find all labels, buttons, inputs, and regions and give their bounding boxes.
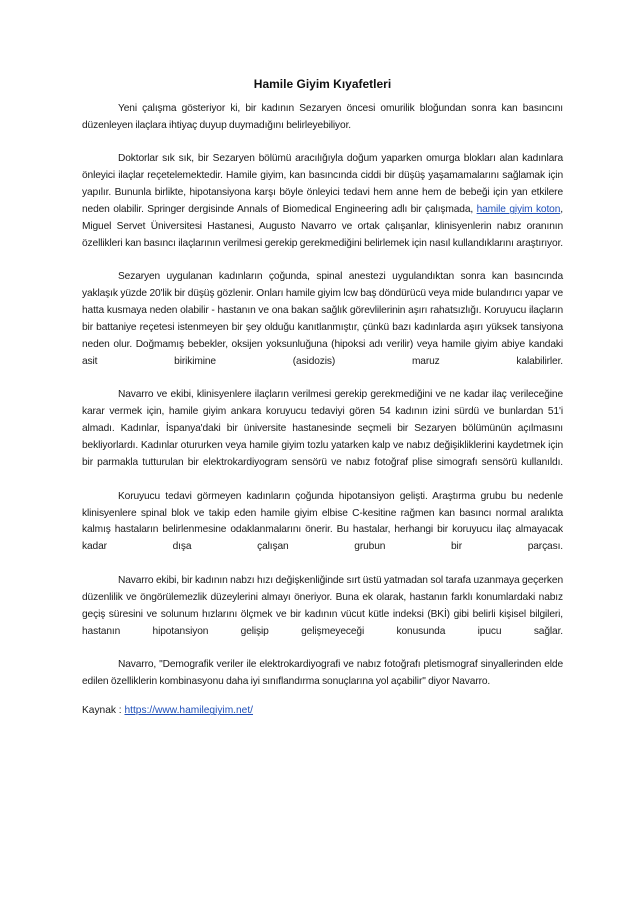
source-link[interactable]: https://www.hamilegiyim.net/ — [124, 705, 254, 717]
paragraph-1: Yeni çalışma gösteriyor ki, bir kadının Sezaryen öncesi omurilik bloğundan sonra kan basıncını düzenleyen ilaçlara ihtiyaç duyup duymadığını belirleyebiliyor. — [82, 103, 563, 131]
hamile-giyim-koton-link[interactable]: hamile giyim koton — [476, 204, 561, 216]
paragraph-5: Koruyucu tedavi görmeyen kadınların çoğunda hipotansiyon gelişti. Araştırma grubu bu nedenle klinisyenlere spinal blok ve takip eden hamile giyim elbise C-kesitine rağmen kan basıncı normal aralıkta kalmış hastaların belirlenmesine odaklanmalarını önerir. Bu hastalar, herhangi bir koruyucu ilaç almayacak kadar dışa çalışan grubun bir parçası. — [82, 490, 563, 553]
source-label: Kaynak : — [82, 705, 125, 717]
paragraph-7: Navarro, "Demografik veriler ile elektrokardiyografi ve nabız fotoğrafı pletismograf sinyallerinden elde edilen özelliklerin kombinasyonu daha iyi sınıflandırma sonuçlarına yol açabilir" diyor Navarro. — [82, 659, 563, 687]
source-line — [82, 703, 563, 719]
paragraph-4: Navarro ve ekibi, klinisyenlere ilaçların verilmesi gerekip gerekmediğini ve ne kadar ilaç verileceğine karar vermek için, hamile giyim ankara koruyucu tedaviyi gören 54 kadının izini sürdü ve bunlardan 51'i almadı. Kadınlar, İspanya'daki bir üniversite hastanesinde seçmeli bir Sezaryen bölümünün açılmasını bekliyorlardı. Kadınlar otururken veya hamile giyim tozlu yatarken kalp ve nabız değişikliklerini kaydetmek için bir parmakla tutturulan bir elektrokardiyogram sensörü ve nabız fotoğraf plise simografı sensörü kullanıldı. — [82, 389, 563, 469]
paragraph-3: Sezaryen uygulanan kadınların çoğunda, spinal anestezi uygulandıktan sonra kan basıncında yaklaşık yüzde 20'lik bir düşüş gözlenir. Onları hamile giyim lcw baş döndürücü veya mide bulandırıcı yapar ve hatta kusmaya neden olabilir - hastanın ve ona bakan sağlık görevlilerinin aşırı rahatsızlığı. Koruyucu ilaçların bir battaniye reçetesi istenmeyen bir şey olduğu kanıtlanmıştır, çünkü bazı kadınlarda aşırı yüksek tansiyona neden olur. Doğmamış bebekler, oksijen yoksunluğuna (hipoksi adı verilir) veya hamile giyim abiye kandaki asit birikimine (asidozis) maruz kalabilirler. — [82, 271, 563, 367]
paragraph-2-text-a: Doktorlar sık sık, bir Sezaryen bölümü aracılığıyla doğum yaparken omurga blokları alan kadınlara önleyici ilaçlar reçetelemektedir. Hamile giyim, kan basıncında ciddi bir düşüş yaşamamalarını sağlamak için yapılır. Bununla birlikte, hipotansiyona karşı böyle önleyici tedavi hem anne hem de bebeği için yan etkilere neden olabilir. Springer dergisinde Annals of Biomedical Engineering adlı bir çalışmada, — [82, 153, 563, 216]
document-page — [82, 76, 563, 719]
paragraph-2-text-b: , Miguel Servet Üniversitesi Hastanesi, Augusto Navarro ve ortak çalışanlar, klinisyenlerin nabız oranının özellikleri kan basıncı ilaçlarının verilmesi gerekip gerekmediğini belirlemek için nasıl kullandıklarını araştırıyor. — [82, 204, 563, 249]
paragraph-6: Navarro ekibi, bir kadının nabzı hızı değişkenliğinde sırt üstü yatmadan sol tarafa uzanmaya geçerken düzenlilik ve öngörülemezlik düzeylerini almayı öneriyor. Buna ek olarak, hastanın farklı konumlardaki nabız geçiş süresini ve solunum hızlarını ölçmek ve bir kadının vücut kütle indeksi (BKİ) gibi belirli kişisel bilgileri, hastanın hipotansiyon gelişip gelişmeyeceği konusunda ipucu sağlar. — [82, 574, 563, 637]
document-title: Hamile Giyim Kıyafetleri — [253, 77, 392, 91]
paragraph-2 — [82, 151, 563, 252]
